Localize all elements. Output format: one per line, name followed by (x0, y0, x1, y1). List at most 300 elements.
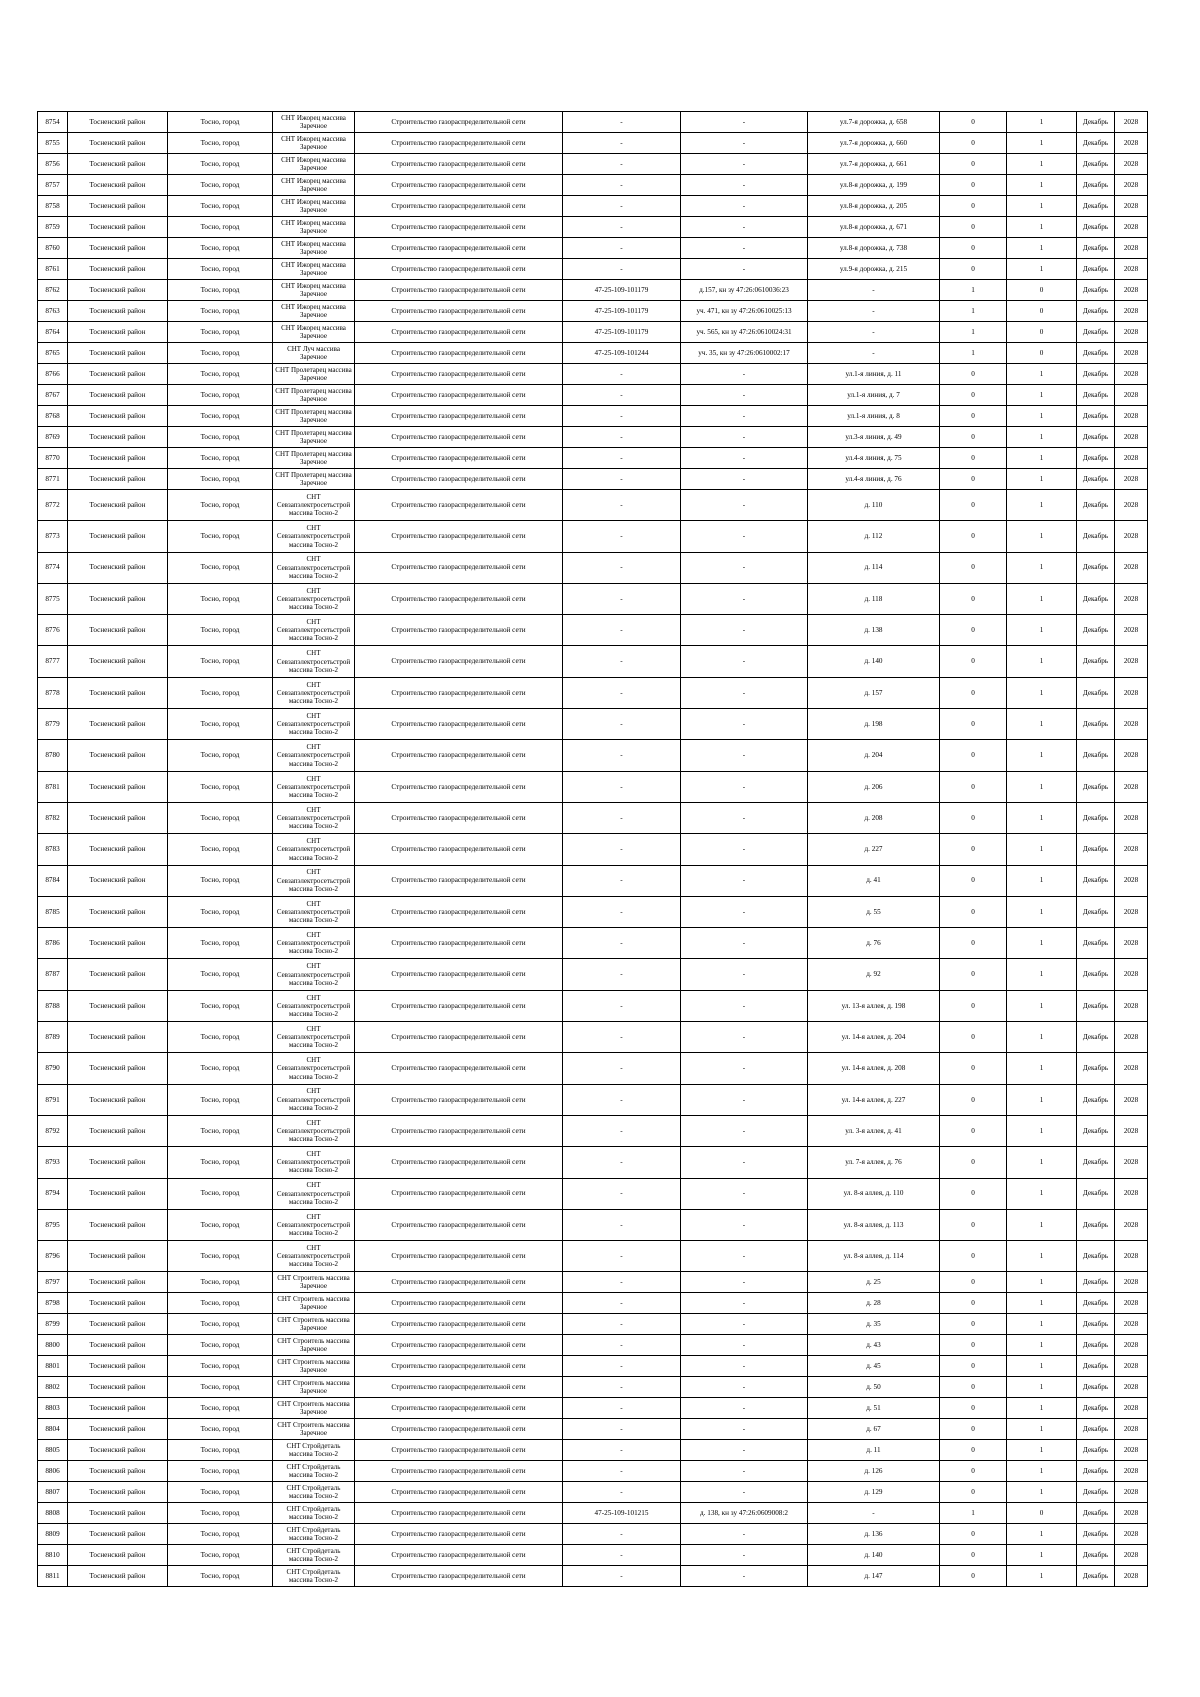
snt-name-cell: СНТ Севзапэлектросетьстрой массива Тосно-2 (273, 646, 355, 677)
district-cell: Тосненский район (68, 1335, 168, 1356)
year-cell: 2028 (1115, 1115, 1148, 1146)
row-number-cell: 8759 (38, 217, 68, 238)
year-cell: 2028 (1115, 552, 1148, 583)
cadastral-cell: - (681, 406, 808, 427)
year-cell: 2028 (1115, 990, 1148, 1021)
address-cell: д. 136 (808, 1524, 940, 1545)
count-two-cell: 1 (1007, 1115, 1077, 1146)
year-cell: 2028 (1115, 280, 1148, 301)
table-row (38, 959, 1148, 990)
row-number-cell: 8807 (38, 1482, 68, 1503)
row-number-cell: 8763 (38, 301, 68, 322)
project-code-cell: - (563, 552, 681, 583)
count-one-cell: 0 (940, 217, 1007, 238)
snt-name-cell: СНТ Строитель массива Заречное (273, 1293, 355, 1314)
month-cell: Декабрь (1077, 280, 1115, 301)
address-cell: ул.3-я линия, д. 49 (808, 427, 940, 448)
city-cell: Тосно, город (168, 1398, 273, 1419)
address-cell: - (808, 1503, 940, 1524)
district-cell: Тосненский район (68, 615, 168, 646)
month-cell: Декабрь (1077, 583, 1115, 614)
month-cell: Декабрь (1077, 1115, 1115, 1146)
count-two-cell: 1 (1007, 1335, 1077, 1356)
month-cell: Декабрь (1077, 928, 1115, 959)
project-code-cell: - (563, 133, 681, 154)
count-one-cell: 0 (940, 1545, 1007, 1566)
year-cell: 2028 (1115, 1356, 1148, 1377)
count-one-cell: 0 (940, 771, 1007, 802)
project-code-cell: - (563, 490, 681, 521)
district-cell: Тосненский район (68, 112, 168, 133)
cadastral-cell: - (681, 615, 808, 646)
address-cell: д. 76 (808, 928, 940, 959)
work-type-cell: Строительство газораспределительной сети (355, 217, 563, 238)
count-two-cell: 1 (1007, 771, 1077, 802)
row-number-cell: 8796 (38, 1241, 68, 1272)
row-number-cell: 8783 (38, 834, 68, 865)
district-cell: Тосненский район (68, 322, 168, 343)
count-two-cell: 1 (1007, 1398, 1077, 1419)
count-two-cell: 0 (1007, 1503, 1077, 1524)
address-cell: ул.8-я дорожка, д. 205 (808, 196, 940, 217)
table-row (38, 646, 1148, 677)
year-cell: 2028 (1115, 217, 1148, 238)
table-row (38, 196, 1148, 217)
year-cell: 2028 (1115, 490, 1148, 521)
count-two-cell: 1 (1007, 1084, 1077, 1115)
work-type-cell: Строительство газораспределительной сети (355, 238, 563, 259)
month-cell: Декабрь (1077, 896, 1115, 927)
city-cell: Тосно, город (168, 1377, 273, 1398)
work-type-cell: Строительство газораспределительной сети (355, 1178, 563, 1209)
count-one-cell: 0 (940, 406, 1007, 427)
snt-name-cell: СНТ Севзапэлектросетьстрой массива Тосно-2 (273, 771, 355, 802)
year-cell: 2028 (1115, 1482, 1148, 1503)
table-row (38, 1440, 1148, 1461)
district-cell: Тосненский район (68, 1022, 168, 1053)
count-one-cell: 0 (940, 1335, 1007, 1356)
address-cell: ул.1-я линия, д. 7 (808, 385, 940, 406)
count-two-cell: 1 (1007, 1314, 1077, 1335)
snt-name-cell: СНТ Севзапэлектросетьстрой массива Тосно-2 (273, 1241, 355, 1272)
district-cell: Тосненский район (68, 133, 168, 154)
address-cell: д. 11 (808, 1440, 940, 1461)
year-cell: 2028 (1115, 1461, 1148, 1482)
snt-name-cell: СНТ Стройдеталь массива Тосно-2 (273, 1524, 355, 1545)
year-cell: 2028 (1115, 834, 1148, 865)
district-cell: Тосненский район (68, 1398, 168, 1419)
month-cell: Декабрь (1077, 133, 1115, 154)
row-number-cell: 8781 (38, 771, 68, 802)
city-cell: Тосно, город (168, 175, 273, 196)
project-code-cell: - (563, 238, 681, 259)
row-number-cell: 8760 (38, 238, 68, 259)
project-code-cell: - (563, 1482, 681, 1503)
count-one-cell: 0 (940, 427, 1007, 448)
work-type-cell: Строительство газораспределительной сети (355, 740, 563, 771)
city-cell: Тосно, город (168, 1545, 273, 1566)
address-cell: д. 204 (808, 740, 940, 771)
count-one-cell: 0 (940, 1377, 1007, 1398)
snt-name-cell: СНТ Ижорец массива Заречное (273, 238, 355, 259)
project-code-cell: - (563, 448, 681, 469)
city-cell: Тосно, город (168, 385, 273, 406)
cadastral-cell: - (681, 865, 808, 896)
row-number-cell: 8802 (38, 1377, 68, 1398)
month-cell: Декабрь (1077, 1398, 1115, 1419)
year-cell: 2028 (1115, 615, 1148, 646)
work-type-cell: Строительство газораспределительной сети (355, 583, 563, 614)
year-cell: 2028 (1115, 959, 1148, 990)
district-cell: Тосненский район (68, 1440, 168, 1461)
row-number-cell: 8784 (38, 865, 68, 896)
district-cell: Тосненский район (68, 1209, 168, 1240)
district-cell: Тосненский район (68, 364, 168, 385)
city-cell: Тосно, город (168, 217, 273, 238)
year-cell: 2028 (1115, 259, 1148, 280)
year-cell: 2028 (1115, 865, 1148, 896)
work-type-cell: Строительство газораспределительной сети (355, 615, 563, 646)
month-cell: Декабрь (1077, 1335, 1115, 1356)
year-cell: 2028 (1115, 133, 1148, 154)
row-number-cell: 8792 (38, 1115, 68, 1146)
city-cell: Тосно, город (168, 834, 273, 865)
month-cell: Декабрь (1077, 1503, 1115, 1524)
table-row (38, 238, 1148, 259)
count-one-cell: 0 (940, 990, 1007, 1021)
count-one-cell: 0 (940, 677, 1007, 708)
table-row (38, 1053, 1148, 1084)
district-cell: Тосненский район (68, 1241, 168, 1272)
project-code-cell: - (563, 583, 681, 614)
cadastral-cell: уч. 35, кн зу 47:26:0610002:17 (681, 343, 808, 364)
count-one-cell: 0 (940, 1440, 1007, 1461)
count-two-cell: 1 (1007, 112, 1077, 133)
snt-name-cell: СНТ Севзапэлектросетьстрой массива Тосно-2 (273, 990, 355, 1021)
district-cell: Тосненский район (68, 583, 168, 614)
row-number-cell: 8808 (38, 1503, 68, 1524)
project-code-cell: - (563, 646, 681, 677)
count-two-cell: 1 (1007, 521, 1077, 552)
address-cell: д. 118 (808, 583, 940, 614)
year-cell: 2028 (1115, 1178, 1148, 1209)
count-two-cell: 1 (1007, 196, 1077, 217)
row-number-cell: 8755 (38, 133, 68, 154)
month-cell: Декабрь (1077, 1084, 1115, 1115)
project-code-cell: - (563, 1272, 681, 1293)
count-two-cell: 1 (1007, 677, 1077, 708)
month-cell: Декабрь (1077, 1053, 1115, 1084)
project-code-cell: - (563, 1293, 681, 1314)
year-cell: 2028 (1115, 646, 1148, 677)
project-code-cell: - (563, 1022, 681, 1053)
city-cell: Тосно, город (168, 709, 273, 740)
project-code-cell: - (563, 1419, 681, 1440)
district-cell: Тосненский район (68, 552, 168, 583)
snt-name-cell: СНТ Севзапэлектросетьстрой массива Тосно-2 (273, 677, 355, 708)
count-two-cell: 1 (1007, 490, 1077, 521)
cadastral-cell: - (681, 133, 808, 154)
count-one-cell: 0 (940, 1053, 1007, 1084)
work-type-cell: Строительство газораспределительной сети (355, 196, 563, 217)
snt-name-cell: СНТ Ижорец массива Заречное (273, 301, 355, 322)
month-cell: Декабрь (1077, 552, 1115, 583)
cadastral-cell: - (681, 1115, 808, 1146)
city-cell: Тосно, город (168, 280, 273, 301)
snt-name-cell: СНТ Севзапэлектросетьстрой массива Тосно-2 (273, 521, 355, 552)
address-cell: д. 208 (808, 802, 940, 833)
table-row (38, 802, 1148, 833)
city-cell: Тосно, город (168, 1115, 273, 1146)
district-cell: Тосненский район (68, 175, 168, 196)
snt-name-cell: СНТ Севзапэлектросетьстрой массива Тосно-2 (273, 802, 355, 833)
year-cell: 2028 (1115, 1335, 1148, 1356)
row-number-cell: 8761 (38, 259, 68, 280)
snt-name-cell: СНТ Стройдеталь массива Тосно-2 (273, 1482, 355, 1503)
project-code-cell: - (563, 259, 681, 280)
month-cell: Декабрь (1077, 1545, 1115, 1566)
address-cell: ул.7-я дорожка, д. 658 (808, 112, 940, 133)
cadastral-cell: - (681, 385, 808, 406)
table-row (38, 1419, 1148, 1440)
count-one-cell: 0 (940, 238, 1007, 259)
month-cell: Декабрь (1077, 1147, 1115, 1178)
work-type-cell: Строительство газораспределительной сети (355, 427, 563, 448)
address-cell: д. 126 (808, 1461, 940, 1482)
address-cell: ул. 7-я аллея, д. 76 (808, 1147, 940, 1178)
work-type-cell: Строительство газораспределительной сети (355, 1377, 563, 1398)
row-number-cell: 8777 (38, 646, 68, 677)
month-cell: Декабрь (1077, 1524, 1115, 1545)
project-code-cell: - (563, 469, 681, 490)
project-code-cell: - (563, 427, 681, 448)
city-cell: Тосно, город (168, 1335, 273, 1356)
cadastral-cell: - (681, 1178, 808, 1209)
count-two-cell: 1 (1007, 1440, 1077, 1461)
cadastral-cell: - (681, 175, 808, 196)
project-code-cell: - (563, 406, 681, 427)
project-code-cell: - (563, 1178, 681, 1209)
address-cell: ул. 3-я аллея, д. 41 (808, 1115, 940, 1146)
table-row (38, 552, 1148, 583)
count-one-cell: 1 (940, 322, 1007, 343)
row-number-cell: 8778 (38, 677, 68, 708)
month-cell: Декабрь (1077, 343, 1115, 364)
work-type-cell: Строительство газораспределительной сети (355, 1419, 563, 1440)
city-cell: Тосно, город (168, 1293, 273, 1314)
city-cell: Тосно, город (168, 490, 273, 521)
project-code-cell: - (563, 1115, 681, 1146)
table-row (38, 928, 1148, 959)
work-type-cell: Строительство газораспределительной сети (355, 385, 563, 406)
snt-name-cell: СНТ Севзапэлектросетьстрой массива Тосно-2 (273, 959, 355, 990)
city-cell: Тосно, город (168, 1356, 273, 1377)
work-type-cell: Строительство газораспределительной сети (355, 112, 563, 133)
count-one-cell: 0 (940, 1147, 1007, 1178)
year-cell: 2028 (1115, 1440, 1148, 1461)
address-cell: ул.1-я линия, д. 8 (808, 406, 940, 427)
project-code-cell: - (563, 896, 681, 927)
district-cell: Тосненский район (68, 1314, 168, 1335)
count-one-cell: 1 (940, 1503, 1007, 1524)
count-two-cell: 1 (1007, 427, 1077, 448)
district-cell: Тосненский район (68, 196, 168, 217)
address-cell: - (808, 343, 940, 364)
work-type-cell: Строительство газораспределительной сети (355, 1461, 563, 1482)
project-code-cell: 47-25-109-101179 (563, 280, 681, 301)
count-one-cell: 0 (940, 802, 1007, 833)
address-cell: д. 198 (808, 709, 940, 740)
work-type-cell: Строительство газораспределительной сети (355, 552, 563, 583)
city-cell: Тосно, город (168, 646, 273, 677)
row-number-cell: 8754 (38, 112, 68, 133)
work-type-cell: Строительство газораспределительной сети (355, 1503, 563, 1524)
address-cell: д. 206 (808, 771, 940, 802)
count-one-cell: 0 (940, 364, 1007, 385)
month-cell: Декабрь (1077, 1178, 1115, 1209)
cadastral-cell: - (681, 521, 808, 552)
row-number-cell: 8756 (38, 154, 68, 175)
project-code-cell: - (563, 802, 681, 833)
row-number-cell: 8758 (38, 196, 68, 217)
year-cell: 2028 (1115, 1524, 1148, 1545)
snt-name-cell: СНТ Севзапэлектросетьстрой массива Тосно-2 (273, 490, 355, 521)
count-two-cell: 1 (1007, 1377, 1077, 1398)
count-one-cell: 0 (940, 1398, 1007, 1419)
month-cell: Декабрь (1077, 322, 1115, 343)
city-cell: Тосно, город (168, 259, 273, 280)
district-cell: Тосненский район (68, 1377, 168, 1398)
table-row (38, 259, 1148, 280)
project-code-cell: - (563, 154, 681, 175)
project-code-cell: - (563, 1241, 681, 1272)
district-cell: Тосненский район (68, 709, 168, 740)
city-cell: Тосно, город (168, 196, 273, 217)
city-cell: Тосно, город (168, 427, 273, 448)
snt-name-cell: СНТ Ижорец массива Заречное (273, 322, 355, 343)
count-two-cell: 1 (1007, 406, 1077, 427)
snt-name-cell: СНТ Луч массива Заречное (273, 343, 355, 364)
document-page (37, 111, 1147, 1587)
district-cell: Тосненский район (68, 1545, 168, 1566)
table-row (38, 1022, 1148, 1053)
count-two-cell: 1 (1007, 364, 1077, 385)
table-row (38, 1524, 1148, 1545)
work-type-cell: Строительство газораспределительной сети (355, 1209, 563, 1240)
year-cell: 2028 (1115, 238, 1148, 259)
month-cell: Декабрь (1077, 1461, 1115, 1482)
work-type-cell: Строительство газораспределительной сети (355, 709, 563, 740)
district-cell: Тосненский район (68, 385, 168, 406)
month-cell: Декабрь (1077, 802, 1115, 833)
work-type-cell: Строительство газораспределительной сети (355, 1398, 563, 1419)
row-number-cell: 8788 (38, 990, 68, 1021)
table-row (38, 740, 1148, 771)
cadastral-cell: - (681, 1022, 808, 1053)
cadastral-cell: - (681, 1241, 808, 1272)
table-row (38, 990, 1148, 1021)
address-cell: д. 67 (808, 1419, 940, 1440)
month-cell: Декабрь (1077, 1022, 1115, 1053)
count-two-cell: 1 (1007, 1356, 1077, 1377)
row-number-cell: 8776 (38, 615, 68, 646)
cadastral-cell: уч. 565, кн зу 47:26:0610024:31 (681, 322, 808, 343)
count-two-cell: 1 (1007, 238, 1077, 259)
row-number-cell: 8799 (38, 1314, 68, 1335)
count-two-cell: 1 (1007, 1022, 1077, 1053)
cadastral-cell: - (681, 1272, 808, 1293)
work-type-cell: Строительство газораспределительной сети (355, 834, 563, 865)
snt-name-cell: СНТ Пролетарец массива Заречное (273, 385, 355, 406)
row-number-cell: 8765 (38, 343, 68, 364)
month-cell: Декабрь (1077, 406, 1115, 427)
city-cell: Тосно, город (168, 322, 273, 343)
cadastral-cell: - (681, 364, 808, 385)
snt-name-cell: СНТ Севзапэлектросетьстрой массива Тосно-2 (273, 896, 355, 927)
cadastral-cell: - (681, 1147, 808, 1178)
row-number-cell: 8787 (38, 959, 68, 990)
count-one-cell: 1 (940, 301, 1007, 322)
city-cell: Тосно, город (168, 1178, 273, 1209)
cadastral-cell: - (681, 771, 808, 802)
count-one-cell: 0 (940, 1178, 1007, 1209)
count-two-cell: 1 (1007, 1566, 1077, 1587)
snt-name-cell: СНТ Стройдеталь массива Тосно-2 (273, 1461, 355, 1482)
cadastral-cell: д. 138, кн зу 47:26:0609008:2 (681, 1503, 808, 1524)
year-cell: 2028 (1115, 1241, 1148, 1272)
count-two-cell: 0 (1007, 322, 1077, 343)
month-cell: Декабрь (1077, 490, 1115, 521)
month-cell: Декабрь (1077, 364, 1115, 385)
count-two-cell: 1 (1007, 990, 1077, 1021)
snt-name-cell: СНТ Ижорец массива Заречное (273, 196, 355, 217)
project-code-cell: - (563, 1440, 681, 1461)
count-one-cell: 0 (940, 1566, 1007, 1587)
table-row (38, 1335, 1148, 1356)
table-row (38, 1545, 1148, 1566)
city-cell: Тосно, город (168, 406, 273, 427)
project-code-cell: - (563, 385, 681, 406)
district-cell: Тосненский район (68, 646, 168, 677)
count-one-cell: 0 (940, 709, 1007, 740)
work-type-cell: Строительство газораспределительной сети (355, 928, 563, 959)
cadastral-cell: - (681, 677, 808, 708)
row-number-cell: 8771 (38, 469, 68, 490)
count-two-cell: 1 (1007, 740, 1077, 771)
work-type-cell: Строительство газораспределительной сети (355, 1545, 563, 1566)
snt-name-cell: СНТ Ижорец массива Заречное (273, 217, 355, 238)
address-cell: - (808, 301, 940, 322)
address-cell: д. 43 (808, 1335, 940, 1356)
month-cell: Декабрь (1077, 238, 1115, 259)
snt-name-cell: СНТ Севзапэлектросетьстрой массива Тосно-2 (273, 1084, 355, 1115)
city-cell: Тосно, город (168, 301, 273, 322)
month-cell: Декабрь (1077, 217, 1115, 238)
table-row (38, 133, 1148, 154)
year-cell: 2028 (1115, 385, 1148, 406)
cadastral-cell: - (681, 1293, 808, 1314)
address-cell: ул.8-я дорожка, д. 199 (808, 175, 940, 196)
work-type-cell: Строительство газораспределительной сети (355, 677, 563, 708)
district-cell: Тосненский район (68, 1053, 168, 1084)
project-code-cell: - (563, 928, 681, 959)
row-number-cell: 8773 (38, 521, 68, 552)
count-one-cell: 0 (940, 175, 1007, 196)
table-row (38, 427, 1148, 448)
count-one-cell: 0 (940, 1293, 1007, 1314)
count-one-cell: 0 (940, 959, 1007, 990)
district-cell: Тосненский район (68, 1566, 168, 1587)
